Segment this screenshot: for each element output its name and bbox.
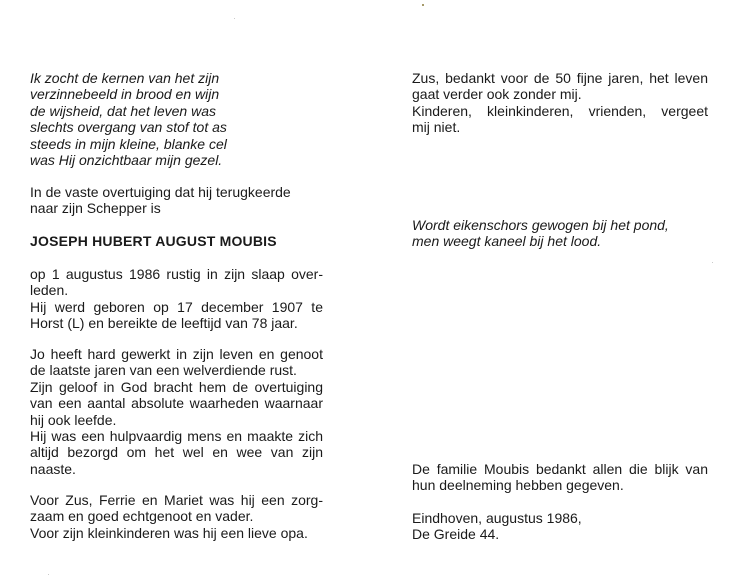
- poem-line: steeds in mijn kleine, blanke cel: [30, 135, 227, 152]
- thanks-line: hun deelneming hebben gegeven.: [412, 477, 624, 494]
- poem-line: slechts overgang van stof tot as: [30, 119, 227, 136]
- farewell-line: gaat verder ook zonder mij.: [412, 86, 582, 103]
- life-line: Zijn geloof in God bracht hem de overtuiging: [30, 378, 323, 395]
- poem-line: was Hij onzichtbaar mijn gezel.: [30, 152, 223, 169]
- announcement-line: Hij werd geboren op 17 december 1907 te: [30, 298, 323, 315]
- poem: [30, 70, 330, 168]
- announcement-line: op 1 augustus 1986 rustig in zijn slaap over-: [30, 266, 323, 282]
- thanks-text: [412, 461, 708, 494]
- paper-speck: [234, 18, 235, 19]
- poem-line: verzinnebeeld in brood en wijn: [30, 86, 220, 103]
- life-line: hij ook leefde.: [30, 411, 117, 428]
- intro-line: naar zijn Schepper is: [30, 200, 161, 217]
- farewell-line: Kinderen, kleinkinderen, vrienden, vergeet: [412, 102, 708, 119]
- farewell-text: [412, 70, 708, 136]
- announcement-line: Horst (L) en bereikte de leeftijd van 78 jaar.: [30, 315, 298, 332]
- proverb-line: men weegt kaneel bij het lood.: [412, 233, 602, 250]
- announcement-line: leden.: [30, 282, 69, 299]
- life-line: van een aantal absolute waarheden waarnaar: [30, 395, 323, 412]
- deceased-name: JOSEPH HUBERT AUGUST MOUBIS: [30, 233, 277, 249]
- intro-text: [30, 184, 330, 217]
- life-line: naaste.: [30, 460, 76, 477]
- address-line: De Greide 44.: [412, 526, 500, 543]
- death-announcement: [30, 266, 323, 332]
- farewell-line: mij niet.: [412, 119, 461, 136]
- paper-speck: [422, 4, 424, 6]
- farewell-line: Zus, bedankt voor de 50 fijne jaren, het leven: [412, 70, 708, 86]
- proverb-line: Wordt eikenschors gewogen bij het pond,: [412, 217, 669, 233]
- paper-speck: [712, 262, 713, 263]
- family-line: Voor zijn kleinkinderen was hij een lieve opa.: [30, 524, 308, 541]
- paper-speck: [48, 574, 49, 575]
- family-text: [30, 492, 323, 541]
- family-line: Voor Zus, Ferrie en Mariet was hij een zorg-: [30, 492, 323, 508]
- address-line: Eindhoven, augustus 1986,: [412, 510, 582, 526]
- intro-line: In de vaste overtuiging dat hij terugkeerde: [30, 184, 291, 200]
- proverb: [412, 217, 708, 250]
- poem-line: de wijsheid, dat het leven was: [30, 102, 216, 119]
- life-line: Hij was een hulpvaardig mens en maakte zich: [30, 428, 323, 445]
- life-line: altijd bezorgd om het wel en wee van zijn: [30, 444, 323, 461]
- life-description: [30, 346, 323, 477]
- thanks-line: De familie Moubis bedankt allen die blijk van: [412, 461, 708, 477]
- poem-line: Ik zocht de kernen van het zijn: [30, 70, 220, 86]
- life-line: Jo heeft hard gewerkt in zijn leven en genoot: [30, 346, 323, 362]
- address: [412, 510, 708, 543]
- life-line: de laatste jaren van een welverdiende rust.: [30, 362, 297, 379]
- family-line: zaam en goed echtgenoot en vader.: [30, 508, 254, 525]
